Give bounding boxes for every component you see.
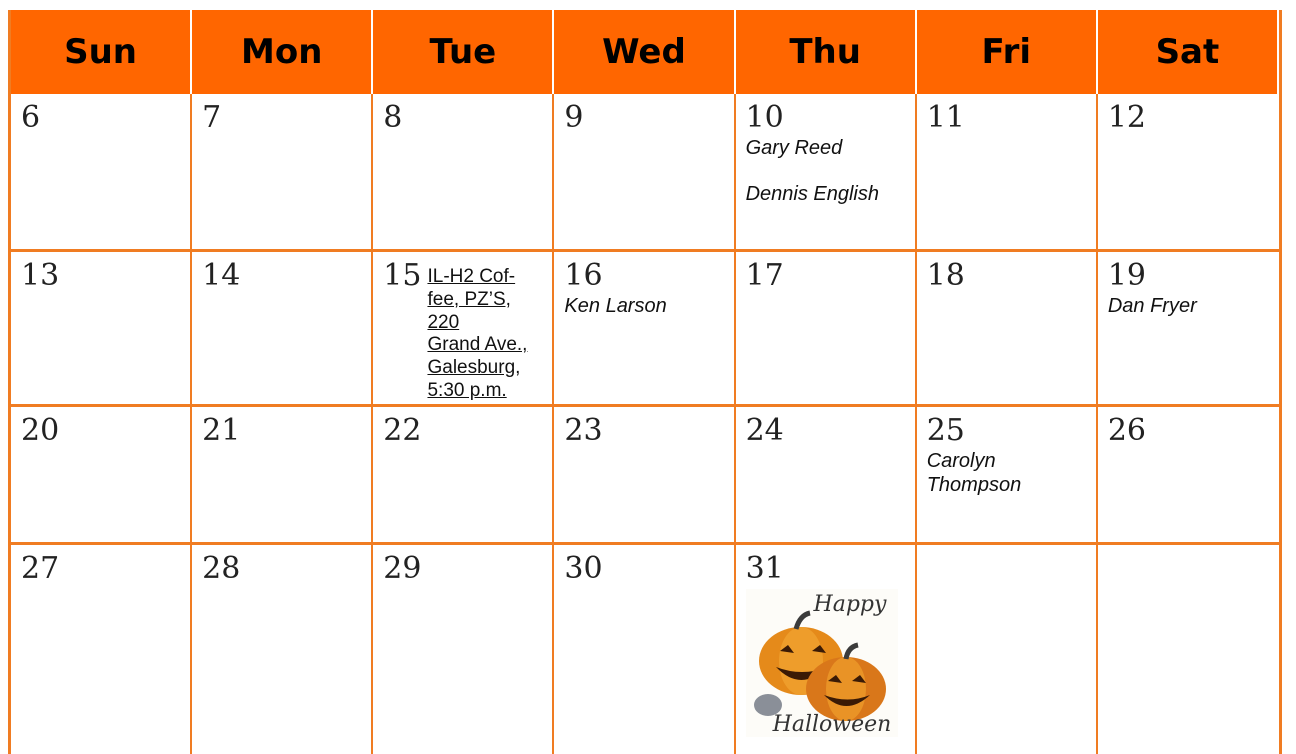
day-number: 24 (745, 413, 784, 448)
day-cell (373, 94, 554, 249)
day-number: 14 (202, 258, 241, 293)
day-number: 31 (745, 551, 784, 586)
day-cell (11, 542, 192, 754)
day-cell (373, 249, 554, 404)
header-mon: Mon (192, 10, 373, 94)
birthday-entry: Carolyn Thompson (926, 449, 1022, 496)
header-thu: Thu (736, 10, 917, 94)
day-cell (11, 404, 192, 542)
day-cell (917, 404, 1098, 542)
day-cell (736, 542, 917, 754)
header-sat: Sat (1098, 10, 1279, 94)
happy-halloween-pumpkins-image (746, 589, 898, 737)
day-cell (917, 249, 1098, 404)
day-number: 9 (564, 100, 584, 135)
event-link-line: Galesburg, (427, 357, 521, 379)
day-cell (554, 249, 735, 404)
event-link-line: IL-H2 Cof- (427, 266, 516, 287)
day-cell (1098, 94, 1279, 249)
day-number: 15 (383, 258, 422, 293)
day-number: 26 (1107, 413, 1147, 448)
day-cell (11, 249, 192, 404)
birthday-entry: Dan Fryer (1107, 294, 1197, 317)
day-number: 22 (383, 413, 422, 448)
day-cell (554, 94, 735, 249)
day-number: 21 (202, 413, 241, 448)
day-number: 6 (21, 100, 41, 135)
day-cell (192, 542, 373, 754)
day-cell (736, 94, 917, 249)
day-cell (373, 404, 554, 542)
day-number: 7 (202, 100, 222, 135)
header-fri: Fri (917, 10, 1098, 94)
day-number: 25 (926, 413, 965, 448)
event-link-line: fee, PZ’S, 220 (427, 288, 511, 333)
day-number: 20 (21, 413, 60, 448)
day-cell (917, 94, 1098, 249)
day-cell (1098, 249, 1279, 404)
day-number: 27 (21, 551, 60, 586)
day-number: 16 (564, 258, 603, 293)
birthday-entry: Gary Reed (745, 136, 843, 159)
day-number: 17 (745, 258, 784, 293)
day-cell (554, 542, 735, 754)
day-cell (11, 94, 192, 249)
event-link-line: Grand Ave., (427, 334, 528, 356)
day-number: 29 (383, 551, 422, 586)
header-tue: Tue (373, 10, 554, 94)
day-cell (192, 249, 373, 404)
calendar-grid (8, 10, 1282, 754)
day-number: 13 (21, 258, 60, 293)
day-number: 30 (564, 551, 603, 586)
day-number: 18 (926, 258, 965, 293)
day-cell (917, 542, 1098, 754)
header-wed: Wed (554, 10, 735, 94)
day-cell (192, 404, 373, 542)
day-cell (192, 94, 373, 249)
header-sun: Sun (11, 10, 192, 94)
day-number: 11 (926, 100, 965, 135)
day-number: 12 (1107, 100, 1147, 135)
day-number: 8 (383, 100, 403, 135)
day-cell (736, 249, 917, 404)
day-cell (554, 404, 735, 542)
day-number: 28 (202, 551, 241, 586)
event-link-line: 5:30 p.m. (427, 379, 507, 401)
day-number: 19 (1107, 258, 1147, 293)
day-cell (1098, 404, 1279, 542)
halloween-happy-text: Happy (813, 591, 887, 617)
birthday-entry: Ken Larson (564, 294, 667, 317)
birthday-entry: Dennis English (745, 182, 879, 205)
day-number: 10 (745, 100, 784, 135)
day-cell (1098, 542, 1279, 754)
day-number: 23 (564, 413, 603, 448)
event-link[interactable] (427, 266, 544, 403)
day-cell (736, 404, 917, 542)
day-cell (373, 542, 554, 754)
halloween-halloween-text: Halloween (772, 711, 891, 737)
